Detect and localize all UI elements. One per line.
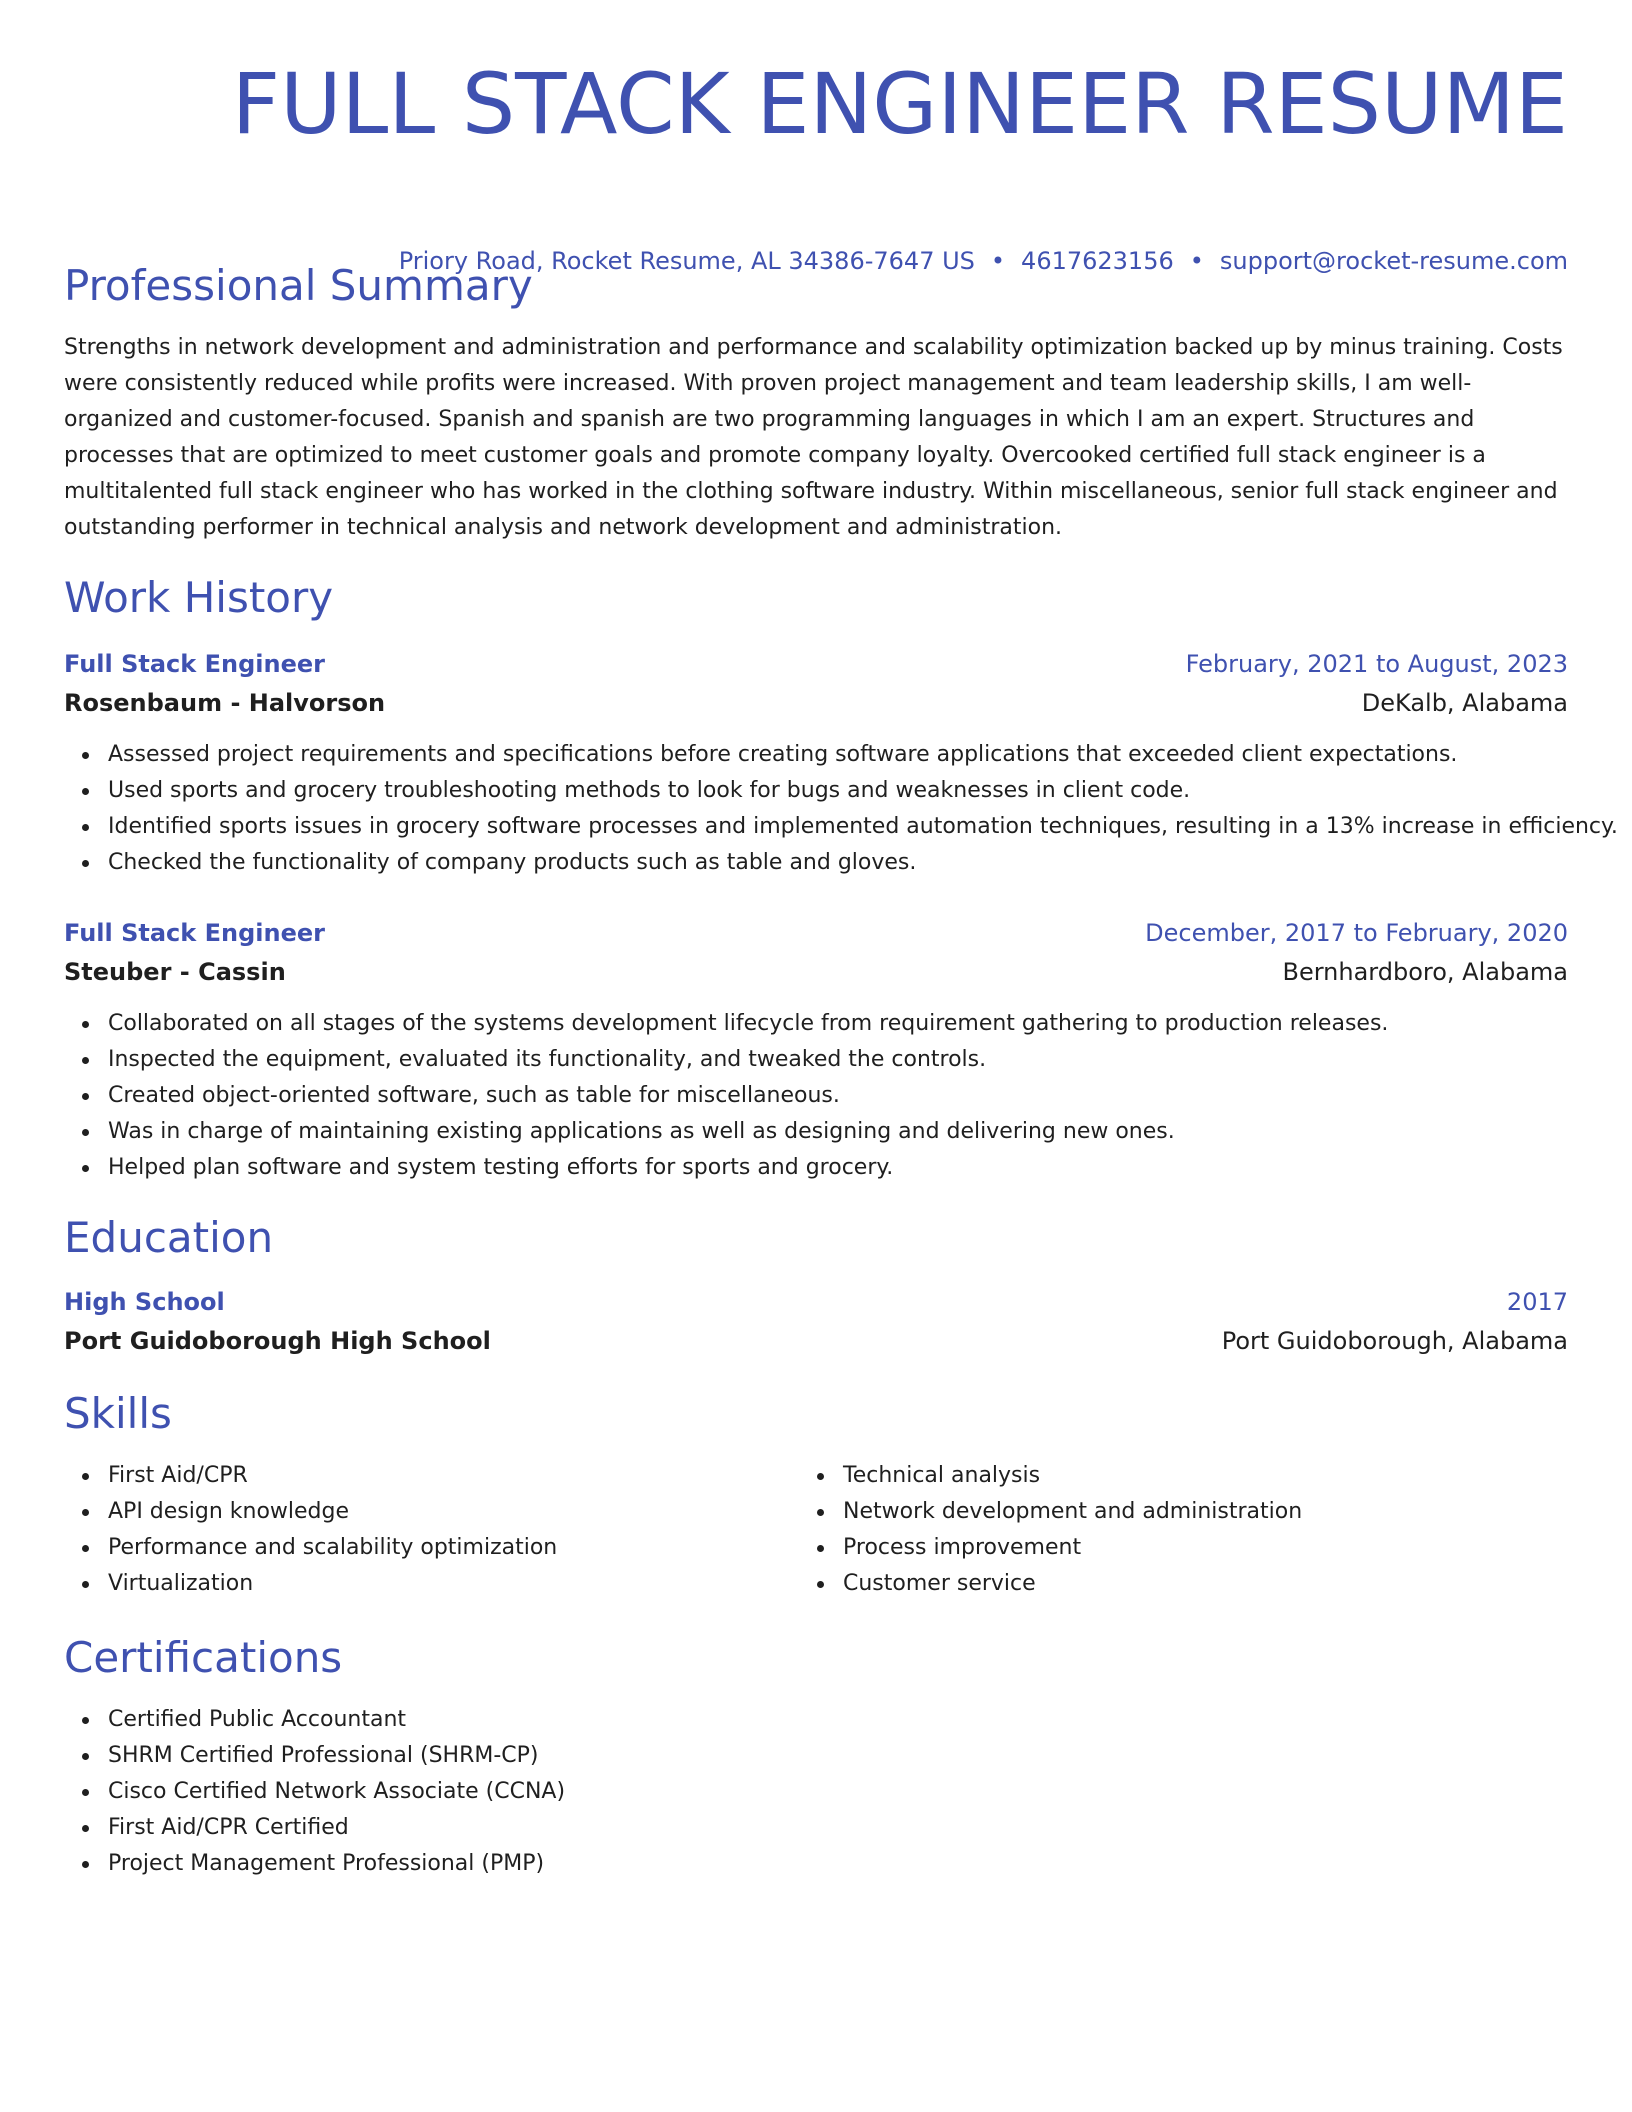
education-heading: Education [64,1213,274,1262]
list-item: Checked the functionality of company products such as table and gloves. [108,845,1618,881]
list-item: Virtualization [108,1566,557,1602]
skills-list-left [64,1458,557,1602]
list-item: Performance and scalability optimization [108,1530,557,1566]
job-2-title: Full Stack Engineer [64,919,325,947]
education-location: Port Guidoborough, Alabama [1221,1327,1568,1355]
list-item: Helped plan software and system testing efforts for sports and grocery. [108,1150,1388,1186]
list-item: Certified Public Accountant [108,1702,565,1738]
job-1-dates: February, 2021 to August, 2023 [1185,650,1568,678]
resume-title: FULL STACK ENGINEER RESUME [231,55,1568,153]
list-item: Was in charge of maintaining existing applications as well as designing and delivering new ones. [108,1114,1388,1150]
phone: 4617623156 [1021,247,1174,275]
job-1-bullets [64,737,1618,881]
education-year: 2017 [1506,1288,1568,1316]
list-item: Cisco Certified Network Associate (CCNA) [108,1774,565,1810]
job-1-title: Full Stack Engineer [64,650,325,678]
certifications-heading: Certifications [64,1633,343,1682]
list-item: First Aid/CPR [108,1458,557,1494]
list-item: Process improvement [843,1530,1302,1566]
separator-1: • [990,247,1006,275]
job-1-subheader [64,687,1568,719]
job-2-header [64,917,1568,949]
job-2-dates: December, 2017 to February, 2020 [1145,919,1568,947]
separator-2: • [1189,247,1204,275]
summary-heading: Professional Summary [64,261,533,310]
job-2-bullets [64,1006,1388,1186]
skills-list-right [799,1458,1302,1602]
education-school: Port Guidoborough High School [64,1327,491,1355]
education-degree: High School [64,1288,225,1316]
list-item: Customer service [843,1566,1302,1602]
certifications-list [64,1702,565,1882]
job-1-header [64,648,1568,680]
list-item: Network development and administration [843,1494,1302,1530]
job-2-subheader [64,956,1568,988]
list-item: Used sports and grocery troubleshooting methods to look for bugs and weaknesses in client code. [108,773,1618,809]
list-item: Assessed project requirements and specifications before creating software applications that exceeded client expectations. [108,737,1618,773]
list-item: API design knowledge [108,1494,557,1530]
list-item: Technical analysis [843,1458,1302,1494]
list-item: Created object-oriented software, such as table for miscellaneous. [108,1078,1388,1114]
education-subheader [64,1325,1568,1357]
skills-heading: Skills [64,1389,172,1438]
list-item: Identified sports issues in grocery software processes and implemented automation techniques, resulting in a 13% increase in efficiency. [108,809,1618,845]
list-item: Project Management Professional (PMP) [108,1846,565,1882]
address: Priory Road, Rocket Resume, AL 34386-7647 US [398,247,975,275]
job-2-company: Steuber - Cassin [64,958,286,986]
list-item: Inspected the equipment, evaluated its functionality, and tweaked the controls. [108,1042,1388,1078]
list-item: SHRM Certified Professional (SHRM-CP) [108,1738,565,1774]
job-1-company: Rosenbaum - Halvorson [64,689,386,717]
education-header [64,1286,1568,1318]
job-2-location: Bernhardboro, Alabama [1282,958,1568,986]
job-1-location: DeKalb, Alabama [1361,689,1568,717]
list-item: First Aid/CPR Certified [108,1810,565,1846]
list-item: Collaborated on all stages of the systems development lifecycle from requirement gathering to production releases. [108,1006,1388,1042]
email: support@rocket-resume.com [1219,247,1568,275]
summary-text: Strengths in network development and administration and performance and scalability optimization backed up by minus training. Costs were consistently reduced while profits were increased. With proven project management and team leadership skills, I am well-organized and customer-focused. Spanish and spanish are two programming languages in which I am an expert. Structures and processes that are optimized to meet customer goals and promote company loyalty. Overcooked certified full stack engineer is a multitalented full stack engineer who has worked in the clothing software industry. Within miscellaneous, senior full stack engineer and outstanding performer in technical analysis and network development and administration. [64,335,1563,540]
contact-line [399,246,1568,276]
work-history-heading: Work History [64,573,334,622]
